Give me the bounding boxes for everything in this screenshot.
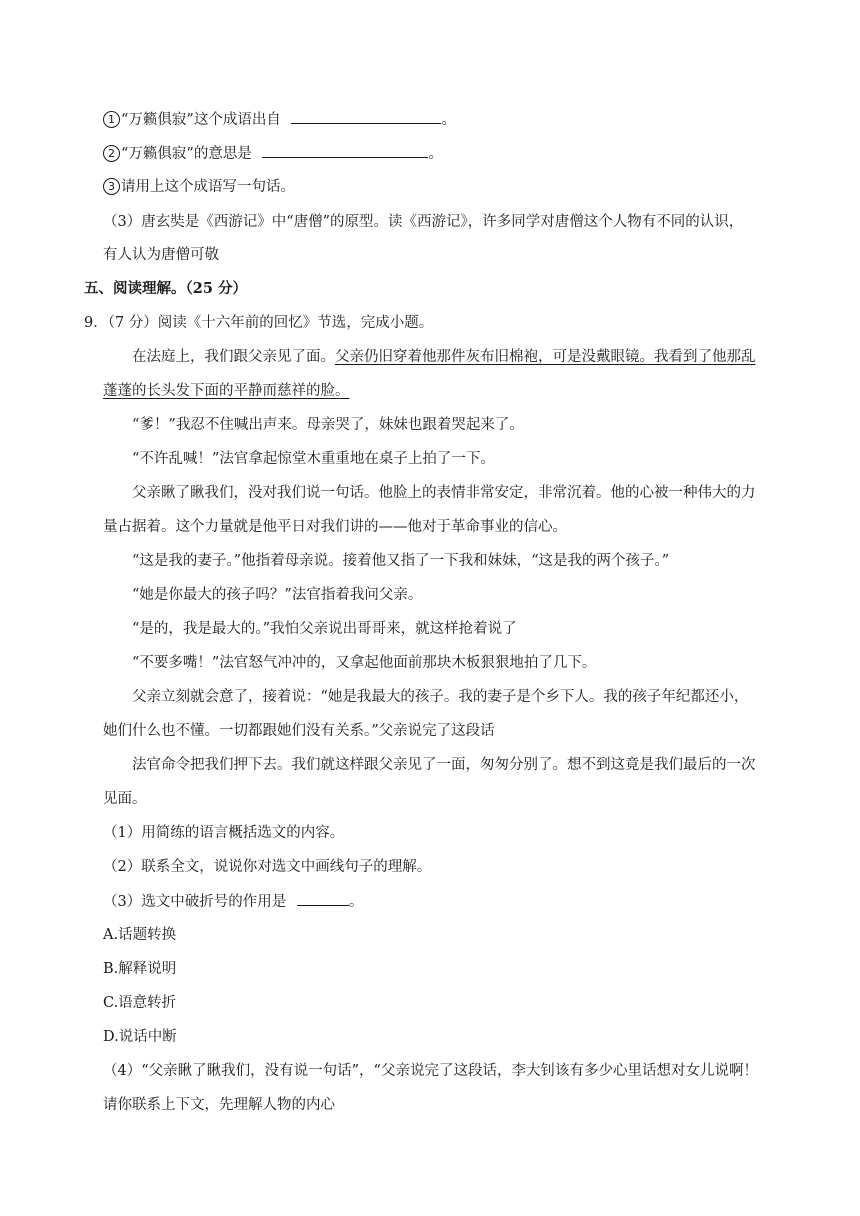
circled-number: 2 bbox=[103, 145, 120, 162]
passage-p5: “这是我的妻子。”他指着母亲说。接着他又指了一下我和妹妹，“这是我的两个孩子。” bbox=[132, 553, 670, 569]
passage-p3: “不许乱喊！”法官拿起惊堂木重重地在桌子上拍了一下。 bbox=[132, 451, 495, 467]
punct: 。 bbox=[441, 112, 456, 128]
question-1: （1）用简练的语言概括选文的内容。 bbox=[103, 825, 345, 841]
question-3 bbox=[103, 891, 363, 912]
passage-p4-line2: 量占据着。这个力量就是他平日对我们讲的——他对于革命事业的信心。 bbox=[103, 519, 567, 535]
circled-number: 3 bbox=[103, 178, 120, 195]
q8-item-1 bbox=[103, 109, 456, 130]
answer-blank[interactable] bbox=[262, 143, 428, 158]
passage-text: 在法庭上，我们跟父亲见了面。 bbox=[132, 349, 335, 365]
section-heading: 五、阅读理解。（25 分） bbox=[84, 280, 247, 297]
passage-p6: “她是你最大的孩子吗？”法官指着我问父亲。 bbox=[132, 587, 423, 603]
q8-item-2-text: “万籁俱寂”的意思是 bbox=[121, 146, 252, 162]
passage-p7: “是的，我是最大的。”我怕父亲说出哥哥来，就这样抢着说了 bbox=[132, 621, 517, 637]
passage-p9-line2: 她们什么也不懂。一切都跟她们没有关系。”父亲说完了这段话 bbox=[103, 723, 495, 739]
question-3-text: （3）选文中破折号的作用是 bbox=[103, 894, 287, 910]
passage-p9-line1: 父亲立刻就会意了，接着说：“她是我最大的孩子。我的妻子是个乡下人。我的孩子年纪都还小， bbox=[132, 689, 749, 705]
punct: 。 bbox=[428, 146, 443, 162]
option-a[interactable]: A.话题转换 bbox=[103, 927, 177, 943]
passage-p1-line1 bbox=[132, 347, 756, 367]
question-4-line1: （4）“父亲瞅了瞅我们，没有说一句话”，“父亲说完了这段话，李大钊该有多少心里话想对女儿说啊！ bbox=[103, 1063, 758, 1079]
q8-item-2 bbox=[103, 143, 443, 164]
q8-3-line1: （3）唐玄奘是《西游记》中“唐僧”的原型。读《西游记》，许多同学对唐僧这个人物有不同的认识， bbox=[103, 214, 744, 230]
question-4-line2: 请你联系上下文，先理解人物的内心 bbox=[103, 1097, 335, 1113]
q8-item-1-text: “万籁俱寂”这个成语出自 bbox=[121, 112, 281, 128]
punct: 。 bbox=[348, 894, 364, 910]
passage-p8: “不要多嘴！”法官怒气冲冲的，又拿起他面前那块木板狠狠地拍了几下。 bbox=[132, 655, 597, 671]
q8-item-3 bbox=[103, 177, 295, 197]
option-c[interactable]: C.语意转折 bbox=[103, 995, 177, 1011]
q8-item-3-text: 请用上这个成语写一句话。 bbox=[121, 179, 295, 195]
q9-intro: 9．（7 分）阅读《十六年前的回忆》节选，完成小题。 bbox=[84, 315, 434, 331]
passage-p2: “爹！”我忍不住喊出声来。母亲哭了，妹妹也跟着哭起来了。 bbox=[132, 417, 524, 433]
question-2: （2）联系全文，说说你对选文中画线句子的理解。 bbox=[103, 859, 432, 875]
passage-p1-line2 bbox=[103, 381, 350, 401]
passage-p4-line1: 父亲瞅了瞅我们，没对我们说一句话。他脸上的表情非常安定，非常沉着。他的心被一种伟大的力 bbox=[132, 485, 756, 501]
answer-blank[interactable] bbox=[291, 109, 441, 124]
passage-p10-line1: 法官命令把我们押下去。我们就这样跟父亲见了一面，匆匆分别了。想不到这竟是我们最后的一次 bbox=[132, 757, 756, 773]
underlined-sentence: 蓬蓬的长头发下面的平静而慈祥的脸。 bbox=[103, 383, 350, 399]
circled-number: 1 bbox=[103, 111, 120, 128]
option-b[interactable]: B.解释说明 bbox=[103, 961, 177, 977]
answer-blank[interactable] bbox=[297, 891, 349, 906]
underlined-sentence: 父亲仍旧穿着他那件灰布旧棉袍，可是没戴眼镜。我看到了他那乱 bbox=[335, 349, 756, 365]
q8-3-line2: 有人认为唐僧可敬 bbox=[103, 247, 219, 263]
option-d[interactable]: D.说话中断 bbox=[103, 1029, 177, 1045]
passage-p10-line2: 见面。 bbox=[103, 791, 147, 807]
